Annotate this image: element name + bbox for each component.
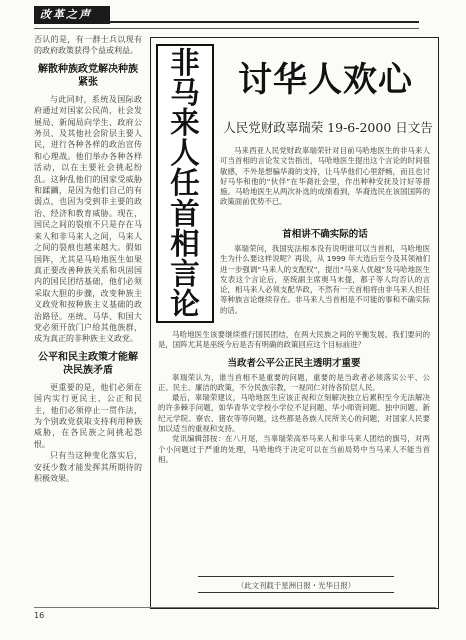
left-paragraph-3: 只有当这种变化落实后，安抚少数才能发挥其所期待的积极效果。 <box>34 451 142 483</box>
vertical-title-char: 首 <box>170 196 200 231</box>
intro-text: 否认的是，有一群士兵以现有的政府政策获得个益或利益。 <box>34 35 142 56</box>
vertical-title-char: 人 <box>170 136 200 171</box>
vertical-title-char: 来 <box>170 106 200 141</box>
vertical-title-char: 相 <box>170 226 200 261</box>
article-headline: 讨华人欢心 <box>238 60 413 100</box>
header-rule <box>104 21 419 23</box>
bottom-divider <box>34 607 436 608</box>
section-title: 改革之声 <box>34 6 110 24</box>
section-header <box>34 6 419 24</box>
vertical-title-char: 马 <box>170 76 200 111</box>
vertical-title-char: 论 <box>170 286 200 321</box>
article-paragraph: 马哈地医生该要继续推行国民团结，在两大民族之间的平衡发展。我们要问的是，国阵尤其是巫统今后是否有明确的政策回应这个目标前进？ <box>158 330 430 350</box>
page-number: 16 <box>34 611 45 620</box>
vertical-title <box>158 48 212 319</box>
article-paragraph: 最后，辜瑞荣建议，马哈地医生应该正视和立刻解决独立后累积至今无法解决的许多棘手问题，如华青华文学校小学位不足问题、华小师资问题、独中问题、新纪元学院、寮农、猪农等等问题，这些都是各族人民所关心的问题，对国家人民要加以适当的重视和支持。 <box>158 393 430 434</box>
article-subheading-2: 当政者公平公正民主透明才重要 <box>227 357 361 369</box>
vertical-title-char: 非 <box>170 46 200 80</box>
vertical-title-char: 言 <box>170 256 200 291</box>
article-subheading-1: 首相讲不确实际的话 <box>282 229 368 240</box>
article-paragraph: 辜瑞荣认为，谁当首相不是重要的问题，重要的是当政者必须落实公平、公正、民主、廉洁的政策，不分民族宗教，一视同仁对待各阶层人民。 <box>158 372 430 392</box>
article-paragraph: 马来西亚人民党财政辜瑞荣针对目前马哈地医生的非马来人可当首相的言论发文告指出，马哈地医生提出这个言论的时间很敏感，不外是想骗华裔的支持，让马华他们心里舒畅，而且也讨好马华和他的“伙伴”在华裔社会里，作出种种安抚及讨好等措施。马哈地医生从两次补选的成绩看到，华裔选民在该国国阵的政策面前优势不已。 <box>220 146 430 207</box>
article-byline: 人民党财政辜瑞荣 19-6-2000 日文告 <box>223 120 433 135</box>
left-heading-2: 公平和民主政策才能解决民族矛盾 <box>38 351 138 376</box>
top-divider <box>34 28 419 29</box>
vertical-title-char: 任 <box>170 166 200 201</box>
article-section-1 <box>220 222 430 316</box>
left-paragraph-1: 与此同时，系统及国际政府通过对国家公民尚，社会发展局、新闻局向学生、政府公务员、及其他社会阶层主要人民，进行各种各样的政治宣传和心理战。他们举办各种各样活动，以在主要社会挑起纷乱。这种乱他们的国家受威胁和蹂躏，是因为他们自己的有弱点，也因为受到非主要的政治、经济和教育威胁。现在，国民之间的裂痕不只是存在马来人和非马来人之间，马来人之间的裂痕也越来越大。假如国阵，尤其是马哈地医生如果真正要改善种族关系和巩固国内的国民团结基础，他们必须采取大胆的步骤，改变种族主义政党和按种族主义基础的政治路径。巫统、马华、和国大党必须开放门户给其他族群，成为真正的非种族主义政党。 <box>34 94 142 344</box>
vertical-title-box <box>156 44 214 323</box>
article-section-1b <box>158 330 430 465</box>
article-paragraph: 党讯编辑部按：在八月尾，当辜瑞荣高举马来人和非马来人团结的旗号，对两个小问题过于严重的处理，马哈地终于决定可以在当前局势中当马来人不能当首相。 <box>158 434 430 464</box>
left-column <box>34 34 142 614</box>
left-paragraph-2: 更重要的是，他们必须在国内实行更民主、公正和民主，他们必须停止一贯作法，为个别政党获取支持利用种族威胁，在各民族之间挑起怨恨。 <box>34 382 142 449</box>
source-rule-bottom <box>198 592 394 593</box>
article-lead <box>220 146 430 208</box>
article-source: （此文刊载于星洲日报・光华日报） <box>236 581 356 590</box>
article-paragraph: 辜瑞荣问，我国宪法根本没有说明谁可以当首相，马哈地医生为什么要这样说呢？再说，从 1999 年大选后至今及其领袖们进一步强调“马来人的支配权”，提出“马来人优越”及马哈地医生发表这个言论后，巫统副主席奥马末提，都子等人均否认的言论，相马来人必须支配华政，不然有一天首相将由非马来人担任等种族言论继续存在。非马来人当首相是不可能的事和不确实际的话。 <box>220 244 430 315</box>
left-heading-1: 解散种族政党解决种族紧张 <box>38 63 138 88</box>
source-rule-top <box>198 576 394 577</box>
